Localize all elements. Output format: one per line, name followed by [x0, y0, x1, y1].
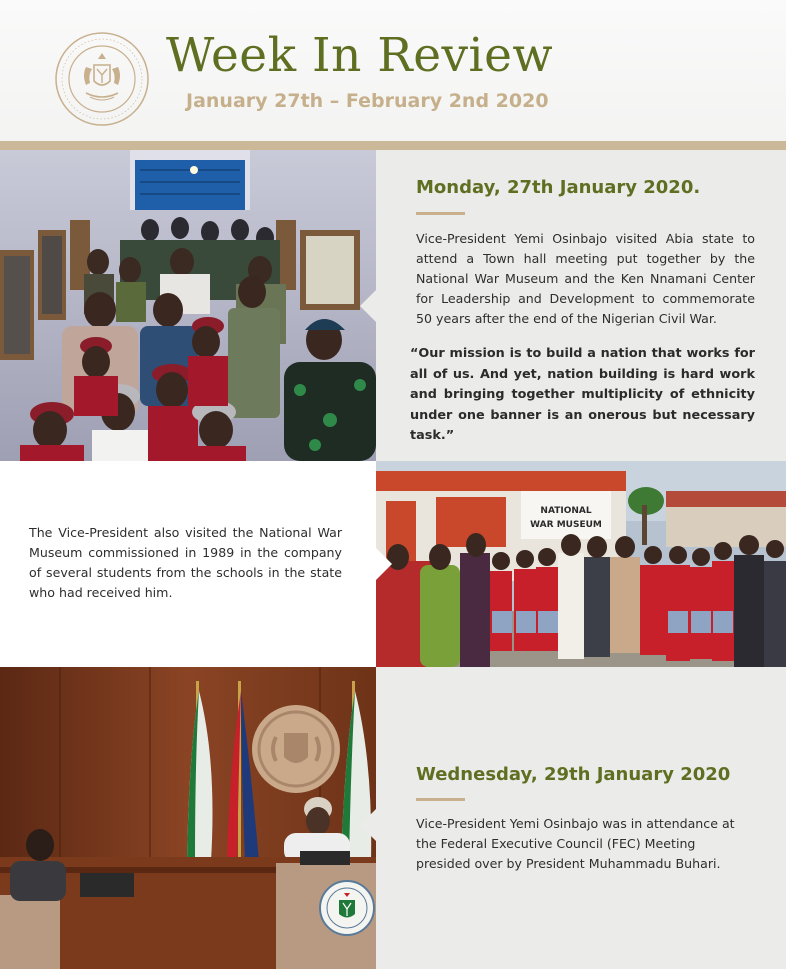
page-title: Week In Review [166, 28, 554, 83]
monday-panel [376, 150, 786, 461]
monday-heading: Monday, 27th January 2020. [416, 177, 701, 198]
fec-meeting-photo [0, 667, 376, 969]
heading-divider [416, 212, 465, 215]
panel-notch [360, 809, 376, 841]
monday-quote: “Our mission is to build a nation that works for all of us. And yet, nation building is hard work and bringing together multiplicity of ethnicity under one banner is an onerous but necessary task.” [410, 346, 755, 443]
panel-notch [360, 290, 376, 322]
header-banner [0, 0, 786, 142]
panel-notch [376, 548, 392, 580]
wednesday-panel [376, 667, 786, 969]
town-hall-photo [0, 150, 376, 461]
museum-visit-body: The Vice-President also visited the National War Museum commissioned in 1989 in the company of several students from the schools in the state who had received him. [29, 525, 342, 600]
wednesday-heading: Wednesday, 29th January 2020 [416, 764, 731, 785]
header-divider [0, 141, 786, 150]
museum-sign-line-1: NATIONAL [540, 506, 592, 516]
vp-seal-icon [54, 31, 150, 127]
war-museum-photo [376, 461, 786, 667]
museum-visit-panel [0, 461, 376, 667]
heading-divider [416, 798, 465, 801]
date-range: January 27th – February 2nd 2020 [186, 90, 549, 112]
museum-sign-line-2: WAR MUSEUM [530, 520, 602, 530]
wednesday-body: Vice-President Yemi Osinbajo was in attendance at the Federal Executive Council (FEC) Meeting presided over by President Muhammadu Buhari. [416, 816, 735, 871]
monday-body: Vice-President Yemi Osinbajo visited Abia state to attend a Town hall meeting put together by the National War Museum and the Ken Nnamani Center for Leadership and Development to commemorate 50 years after the end of the Nigerian Civil War. [416, 231, 755, 326]
